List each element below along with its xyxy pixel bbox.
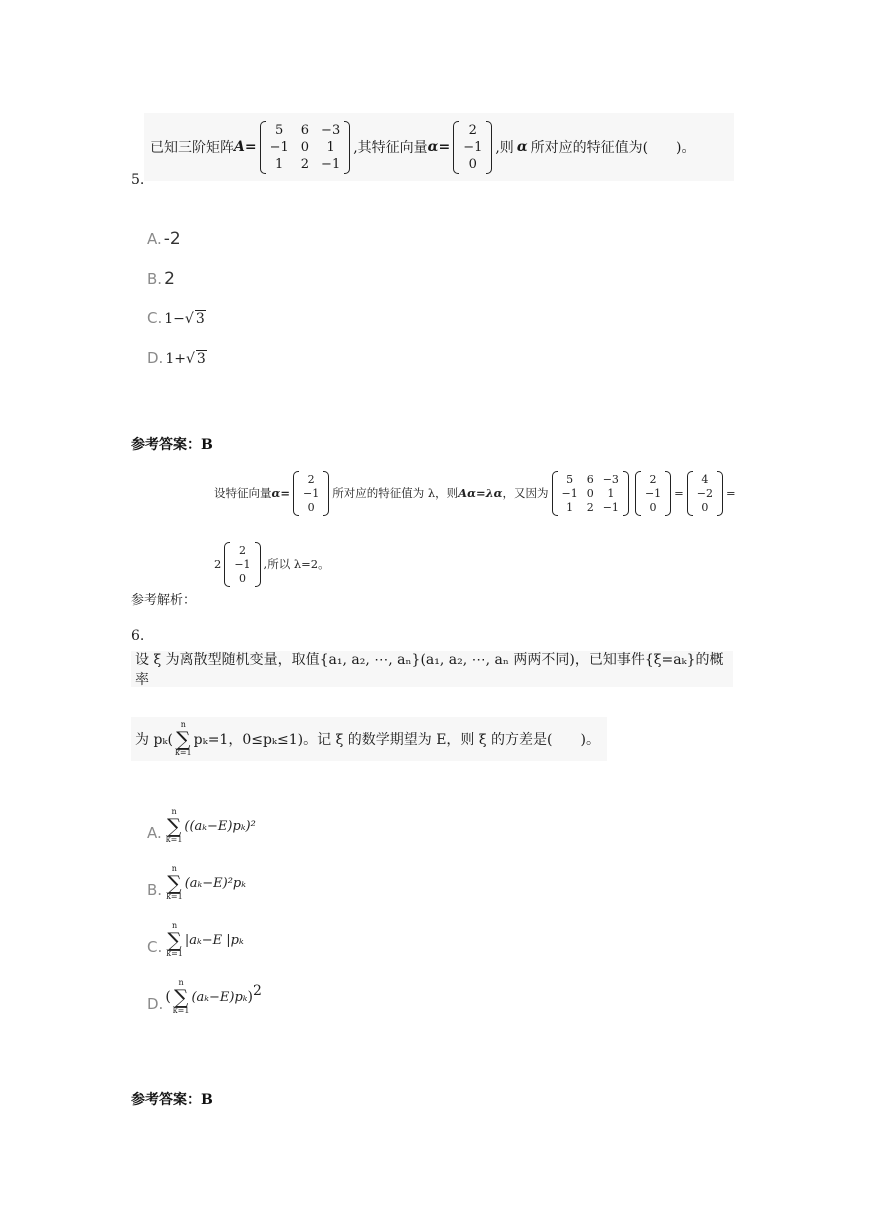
- matrix-cell: 0: [300, 139, 310, 155]
- question-5-stem: [144, 113, 734, 181]
- q5-option-a[interactable]: A. -2: [147, 229, 181, 249]
- q5-matrix-label: A=: [234, 139, 257, 155]
- matrix-cell: 0: [307, 500, 315, 514]
- q5-stem-suffix-2: 所对应的特征值为( )。: [530, 140, 696, 156]
- summation-symbol: n ∑ k=1: [165, 807, 183, 844]
- matrix-cell: 1: [607, 486, 615, 500]
- matrix-cell: −1: [269, 139, 289, 155]
- q5-matrix-A: [260, 121, 351, 174]
- summation-symbol: n ∑ k=1: [166, 864, 183, 901]
- matrix-cell: 0: [468, 156, 477, 172]
- matrix-cell: 2: [238, 543, 246, 557]
- matrix-cell: −3: [602, 472, 619, 486]
- matrix-cell: 0: [586, 486, 594, 500]
- matrix-cell: 2: [586, 500, 594, 514]
- matrix-cell: 6: [586, 472, 594, 486]
- expl-matrix-A: [552, 471, 629, 516]
- matrix-cell: 1: [566, 500, 574, 514]
- matrix-cell: 0: [238, 571, 246, 585]
- matrix-cell: −1: [561, 486, 578, 500]
- matrix-cell: 0: [649, 500, 657, 514]
- matrix-cell: −1: [602, 500, 619, 514]
- matrix-cell: −1: [644, 486, 662, 500]
- matrix-cell: 2: [307, 472, 315, 486]
- q5-option-d[interactable]: D. 1+√ 3: [147, 349, 206, 367]
- q6-answer: 参考答案：B: [131, 1092, 213, 1108]
- q6-option-b[interactable]: B. n ∑ k=1 (aₖ−E)²pₖ: [147, 864, 246, 901]
- matrix-cell: 1: [275, 156, 284, 172]
- question-6-stem-line-1: 设 ξ 为离散型随机变量，取值{a₁, a₂, ⋯, aₙ}(a₁, a₂, ⋯, aₙ 两两不同)，已知事件{ξ=aₖ}的概率: [131, 651, 733, 687]
- q5-answer: 参考答案：B: [131, 437, 213, 453]
- matrix-cell: 6: [300, 122, 310, 138]
- q5-analysis-label: 参考解析：: [131, 593, 197, 608]
- q5-vector-label: α=: [427, 139, 451, 155]
- expl-vector-alpha-2: [635, 471, 671, 516]
- matrix-cell: 2: [468, 122, 477, 138]
- q6-option-a[interactable]: A. n ∑ k=1 ((aₖ−E)pₖ)²: [147, 807, 256, 844]
- matrix-cell: −1: [303, 486, 320, 500]
- sqrt-radicand: 3: [195, 311, 205, 327]
- summation-symbol: n ∑ k=1: [174, 720, 192, 757]
- q5-stem-prefix: 已知三阶矩阵: [150, 140, 234, 156]
- matrix-cell: −2: [696, 486, 714, 500]
- question-5-number: 5.: [131, 172, 145, 188]
- question-6-number: 6.: [131, 628, 145, 644]
- matrix-cell: −1: [321, 156, 341, 172]
- matrix-cell: 5: [275, 122, 284, 138]
- matrix-cell: 5: [566, 472, 574, 486]
- expl-vector-alpha-3: [224, 542, 260, 587]
- matrix-cell: 2: [649, 472, 657, 486]
- expl-result-vector: [687, 471, 723, 516]
- summation-symbol: n ∑ k=1: [166, 921, 183, 958]
- matrix-cell: 1: [326, 139, 335, 155]
- q5-explanation-line-2: 2 2 −1 0 ,所以 λ=2。: [214, 543, 330, 585]
- q5-option-b[interactable]: B. 2: [147, 269, 175, 289]
- summation-symbol: n ∑ k=1: [172, 978, 190, 1015]
- q6-option-c[interactable]: C. n ∑ k=1 |aₖ−E |pₖ: [147, 921, 244, 958]
- matrix-cell: −1: [463, 139, 483, 155]
- q6-option-d[interactable]: D. ( n ∑ k=1 (aₖ−E)pₖ ) $^2$: [147, 978, 262, 1015]
- matrix-cell: 0: [701, 500, 709, 514]
- matrix-cell: 4: [701, 472, 709, 486]
- q5-option-c[interactable]: C. 1−√ 3: [147, 309, 205, 327]
- q5-stem-suffix-1: ,则: [495, 140, 514, 156]
- matrix-cell: 2: [300, 156, 310, 172]
- q5-explanation-line-1: 设特征向量 α= 2 −1 0 所对应的特征值为 λ，则 Aα=λα ，又因为 5 6 −3 −1 0 1 1 2 −1 2 −1 0 = 4 −2 0 =: [214, 472, 736, 514]
- q5-mid-text: ,其特征向量: [353, 140, 428, 156]
- q5-alpha-symbol: α: [516, 139, 528, 155]
- question-6-stem-line-2: 为 pₖ( n ∑ k=1 pₖ=1，0≤pₖ≤1)。记 ξ 的数学期望为 E，则 ξ 的方差是( )。: [131, 717, 607, 761]
- matrix-cell: −3: [321, 122, 341, 138]
- q5-vector-alpha: [453, 121, 492, 174]
- sqrt-radicand: 3: [196, 351, 206, 367]
- expl-vector-alpha: [293, 471, 329, 516]
- matrix-cell: −1: [234, 557, 251, 571]
